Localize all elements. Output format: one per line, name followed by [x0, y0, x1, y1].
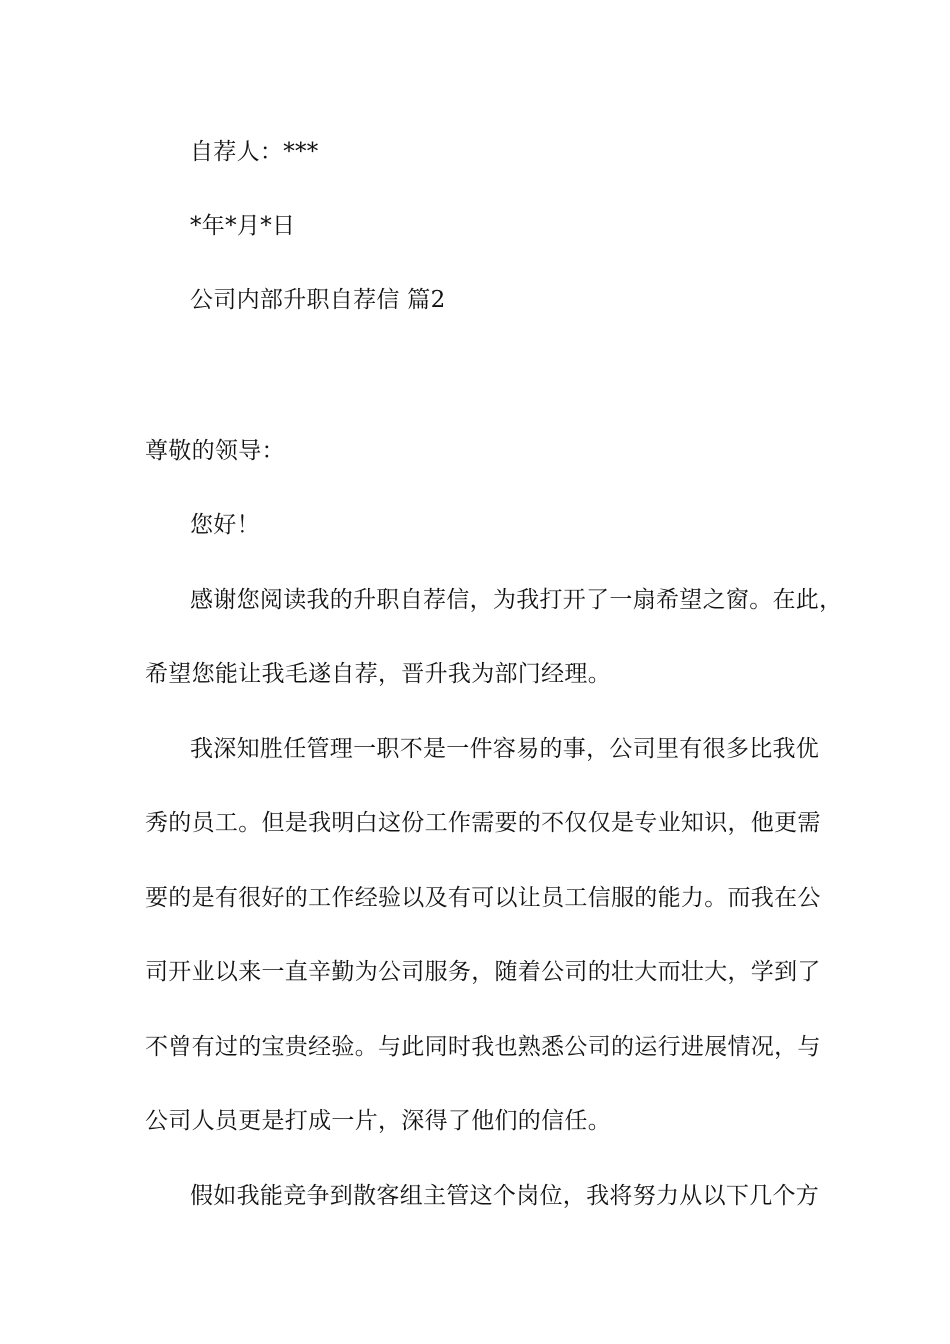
paragraph-2-line-2: 秀的员工。但是我明白这份工作需要的不仅仅是专业知识，他更需 — [145, 810, 821, 836]
section-title: 公司内部升职自荐信 篇2 — [190, 287, 446, 313]
salutation: 尊敬的领导： — [145, 438, 285, 464]
paragraph-2-line-1: 我深知胜任管理一职不是一件容易的事，公司里有很多比我优 — [190, 736, 820, 762]
paragraph-1-line-2: 希望您能让我毛遂自荐，晋升我为部门经理。 — [145, 661, 611, 687]
paragraph-3-line-1: 假如我能竞争到散客组主管这个岗位，我将努力从以下几个方 — [190, 1183, 820, 1209]
paragraph-1-line-1: 感谢您阅读我的升职自荐信，为我打开了一扇希望之窗。在此， — [190, 587, 843, 613]
date-line: *年*月*日 — [190, 213, 296, 239]
greeting: 您好！ — [190, 512, 260, 538]
paragraph-2-line-3: 要的是有很好的工作经验以及有可以让员工信服的能力。而我在公 — [145, 885, 821, 911]
paragraph-2-line-5: 不曾有过的宝贵经验。与此同时我也熟悉公司的运行进展情况，与 — [145, 1034, 821, 1060]
signature-line: 自荐人：*** — [190, 139, 319, 165]
paragraph-2-line-4: 司开业以来一直辛勤为公司服务，随着公司的壮大而壮大，学到了 — [145, 959, 821, 985]
paragraph-2-line-6: 公司人员更是打成一片，深得了他们的信任。 — [145, 1108, 611, 1134]
